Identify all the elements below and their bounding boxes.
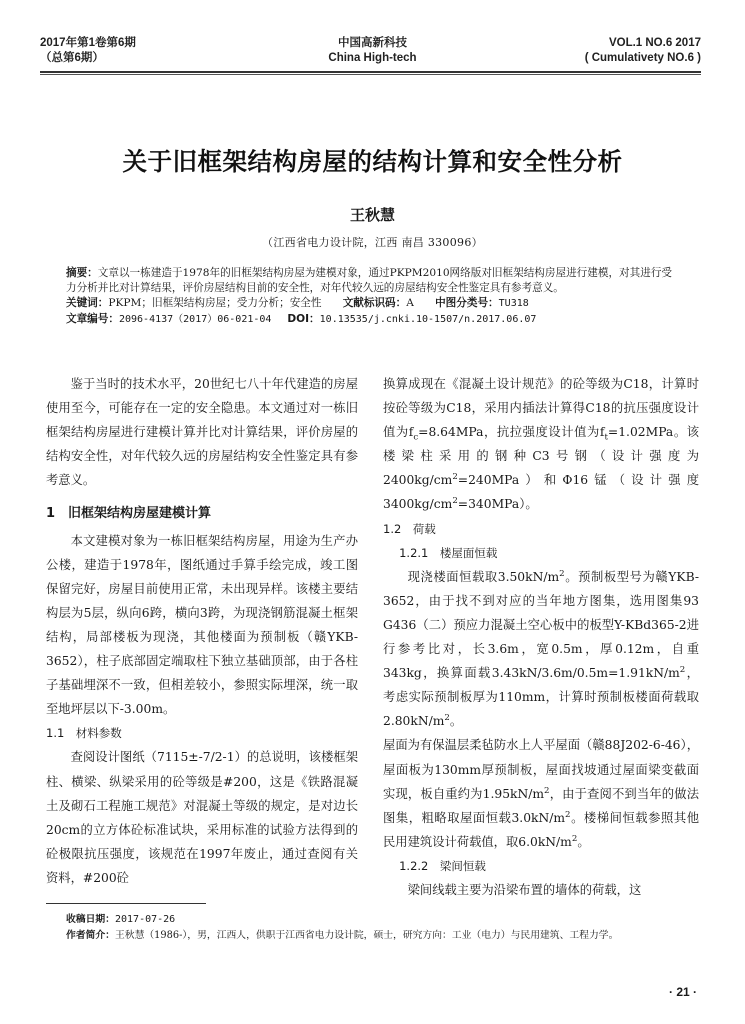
section-1-heading: 1 旧框架结构房屋建模计算 [46,506,212,522]
superscript: 2 [452,472,458,483]
header-rule [40,71,701,73]
text-run: 。 [577,834,590,849]
intro-paragraph: 鉴于当时的技术水平，20世纪七八十年代建造的房屋使用至今，可能存在一定的安全隐患。本文通过对一栋旧框架结构房屋进行建模计算并比对计算结果，评价房屋的结构安全性，对年代较久远的房屋结构安全性鉴定具有参考意义。 [46,377,358,488]
page-number: · 21 · [668,985,697,999]
author-bio: 王秋慧（1986-），男，江西人，供职于江西省电力设计院，硕士，研究方向：工业（电力）与民用建筑、工程力学。 [114,930,619,941]
author-affiliation: （江西省电力设计院，江西 南昌 330096） [262,236,483,249]
header-rule-thin [40,74,701,75]
subsection-1-1-heading: 1.1 材料参数 [46,726,122,741]
subscript: t [604,432,608,443]
text-run: =1.02MPa。该楼梁柱采用的钢种Ⅽ3号钢（设计强度为2400kg/cm [383,425,699,488]
left-column [46,372,358,890]
doi: 10.13535/j.cnki.10-1507/n.2017.06.07 [319,313,537,325]
journal-issue-line1: 2017年第1卷第6期 [40,37,136,49]
journal-volume-line2: ( Cumulativety NO.6 ) [584,52,701,64]
right-column [383,372,699,902]
keywords-line [66,296,678,311]
subsection-1-1-paragraph: 查阅设计图纸（7115±-7/2-1）的总说明，该楼框架柱、横梁、纵梁采用的砼等级是#200，这是《铁路混凝土及砌石工程施工规范》对混凝土等级的规定，是对边长20cm的立方体砼标准试块，采用标准的试验方法得到的砼极限抗压强度，该规范在1997年废止，通过查阅有关资料，#200砼 [46,750,358,885]
superscript: 2 [679,665,686,676]
superscript: 2 [444,713,450,724]
roof-load-paragraph [383,733,699,853]
journal-issue-line2: （总第6期） [40,52,104,64]
text-run: ，由于查阅不到当年的做法图集，粗略取屋面恒载3.0kN/m [383,786,699,825]
superscript: 2 [559,568,565,579]
superscript: 2 [452,496,458,507]
bio-label: 作者简介： [66,930,115,941]
text-run: =8.64MPa，抗拉强度设计值为f [418,425,605,440]
journal-name-en: China High-tech [328,52,417,64]
text-run: 换算成现在《混凝土设计规范》的砼等级为C18，计算时按砼等级为C18，采用内插法计算得C18的抗压强度设计值为f [383,377,699,440]
text-run: =340MPa）。 [457,497,538,512]
abstract-text: 文章以一栋建造于1978年的旧框架结构房屋为建模对象，通过PKPM2010网络版对旧框架结构房屋进行建模，对其进行受力分析并比对计算结果，评价房屋结构目前的安全性，对年代较久远的房屋结构安全性鉴定具有参考意义。 [66,267,673,295]
material-continued-paragraph [383,372,699,517]
keywords-label: 关键词： [66,297,109,310]
doc-code: A [406,297,414,310]
floor-load-paragraph [383,565,699,734]
abstract [66,266,678,296]
superscript: 2 [544,785,550,796]
keywords: PKPM；旧框架结构房屋；受力分析；安全性 [108,297,322,310]
text-run: 。楼梯间恒载参照其他民用建筑设计荷载值，取6.0kN/m [383,810,699,849]
received-date: 2017-07-26 [114,914,176,925]
text-run: 现浇楼面恒载取3.50kN/m [407,569,560,584]
abstract-label: 摘要： [66,267,98,279]
abstract-block [66,266,678,327]
text-run: 。预制板型号为赣YKB-3652，由于找不到对应的当年地方图集，选用图集93 G436（二）预应力混凝土空心板中的板型Y-KBd365-2进行参考比对，长3.6m，宽0.5m，厚0.12m，自重343kg，换算面载3.43kN/3.6m/0.5m=1.91kN/m [383,569,699,681]
subsection-1-2-2-heading: 1.2.2 梁间恒载 [399,858,486,873]
superscript: 2 [571,833,578,844]
journal-volume-info [585,36,701,66]
section-1-paragraph: 本文建模对象为一栋旧框架结构房屋，用途为生产办公楼，建造于1978年，图纸通过手算手绘完成，竣工图保留完好，房屋目前使用正常，未出现异样。该楼主要结构层为5层，纵向6跨，横向3跨，为现浇钢筋混凝土框架结构，局部楼板为现浇，其他楼面为预制板（赣YKB-3652），柱子底部固定端取柱下独立基础顶部，由于各柱子基础埋深不一致，但相差较小，参照实际埋深，统一取至地坪层以下-3.00m。 [46,533,358,717]
subsection-1-2-1-heading: 1.2.1 楼屋面恒载 [399,545,498,560]
text-run: 屋面为有保温层柔毡防水上人平屋面（赣88J202-6-46），屋面板为130mm厚预制板，屋面找坡通过屋面梁变截面实现，板自重约为1.95kN/m [383,738,699,801]
paper-title: 关于旧框架结构房屋的结构计算和安全性分析 [122,147,623,176]
text-run: =240MPa）和Φ16锰（设计强度3400kg/cm [383,473,699,512]
article-no-line [66,312,678,327]
journal-volume-line1: VOL.1 NO.6 2017 [608,37,701,49]
text-run: 。 [449,714,463,729]
subsection-1-2-heading: 1.2 荷载 [383,521,436,536]
class-no-label: 中图分类号： [435,297,499,310]
superscript: 2 [565,809,571,820]
article-no-label: 文章编号： [66,312,119,325]
class-no: TU318 [498,298,529,310]
text-run: ，考虑实际预制板厚为110mm，计算时预制板楼面荷载取2.80kN/m [383,666,699,729]
author-bio-line [66,928,696,944]
received-date-line [66,912,696,928]
beam-load-paragraph: 梁间线载主要为沿梁布置的墙体的荷载，这 [407,882,642,897]
journal-name-cn: 中国高新科技 [338,37,407,49]
subscript: c [413,432,419,443]
received-label: 收稿日期： [66,914,115,925]
doi-label: DOI： [287,312,320,325]
doc-code-label: 文献标识码： [342,297,407,310]
footnote [66,912,696,944]
footnote-rule [46,903,206,904]
author-name: 王秋慧 [349,206,395,224]
article-no: 2096-4137（2017）06-021-04 [118,313,272,325]
